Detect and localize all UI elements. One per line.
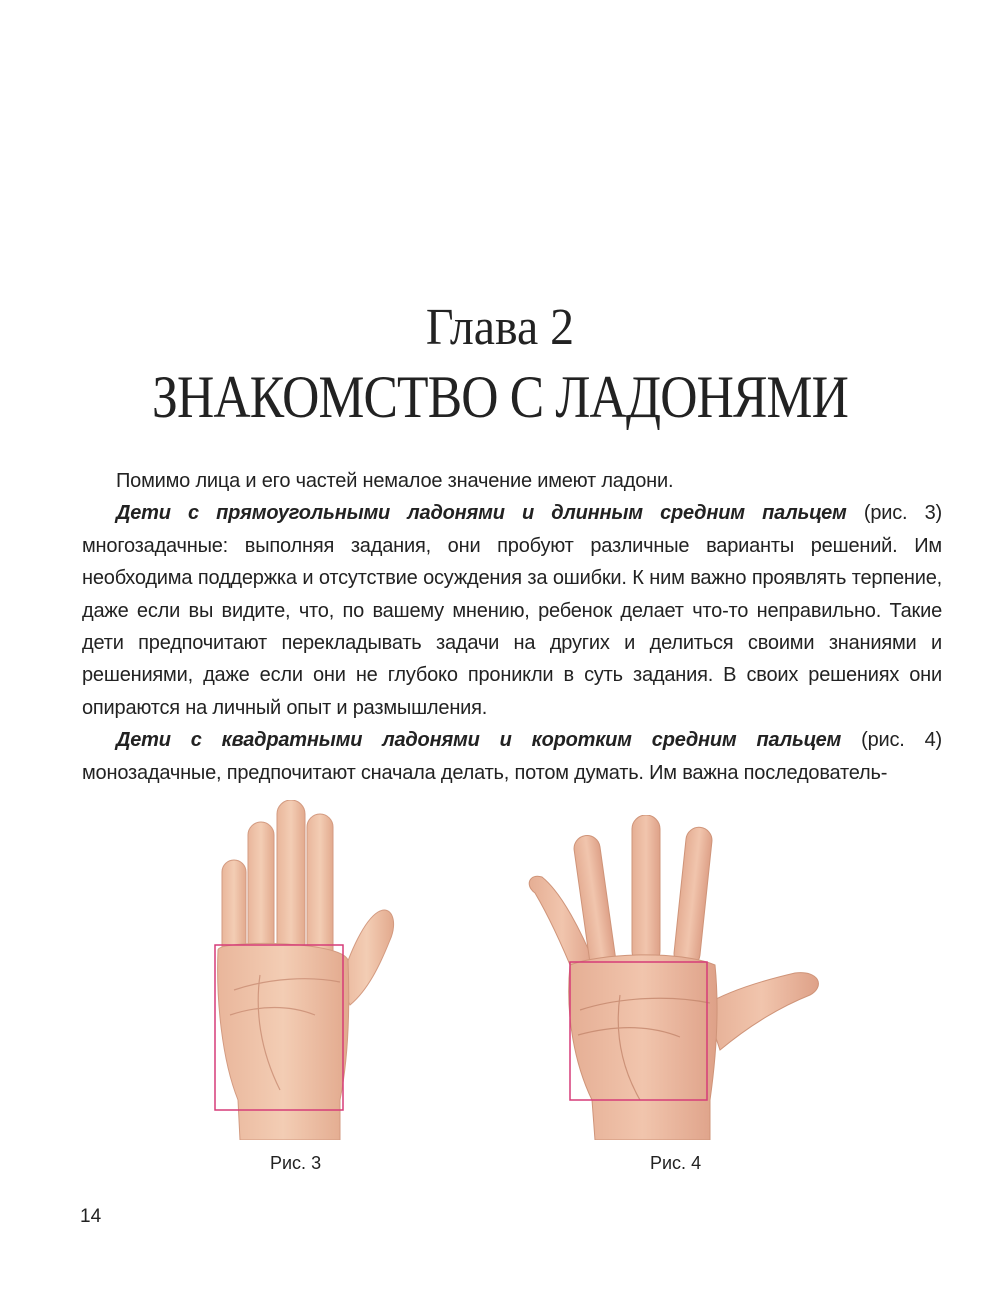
- hand-illustration-rectangular: [200, 800, 400, 1140]
- emphasis-square: Дети с квадратными ладонями и коротким средним пальцем: [116, 729, 842, 752]
- body-text: [82, 465, 942, 789]
- paragraph-square-palms: [82, 724, 942, 789]
- paragraph-rectangular-text: (рис. 3) многозадачные: выполняя задания, они пробуют различные варианты решений. Им необходима поддержка и отсутствие осуждения за ошибки. К ним важно проявлять терпение, даже если вы видите, что, по вашему мнению, ребенок делает что-то неправильно. Такие дети предпочитают перекладывать задачи на других и делиться своими знаниями и решениями, даже если они не глубоко проникли в суть задания. В своих решениях они опираются на личный опыт и размышления.: [82, 502, 943, 719]
- figure-rectangular-palm: [200, 800, 400, 1140]
- paragraph-square-text: (рис. 4) монозадачные, предпочитают сначала делать, потом думать. Им важна последователь-: [82, 729, 943, 784]
- figure-3-caption: Рис. 3: [270, 1153, 322, 1173]
- emphasis-rectangular: Дети с прямоугольными ладонями и длинным средним пальцем: [116, 502, 847, 525]
- page-number: 14: [80, 1206, 102, 1227]
- paragraph-intro: Помимо лица и его частей немалое значение имеют ладони.: [116, 470, 674, 492]
- chapter-title: ЗНАКОМСТВО С ЛАДОНЯМИ: [152, 364, 848, 430]
- chapter-label: Глава 2: [425, 299, 575, 356]
- hand-illustration-square: [520, 815, 830, 1140]
- figure-square-palm: [520, 815, 830, 1140]
- figure-4-caption: Рис. 4: [650, 1153, 702, 1173]
- paragraph-rectangular-palms: [82, 497, 942, 724]
